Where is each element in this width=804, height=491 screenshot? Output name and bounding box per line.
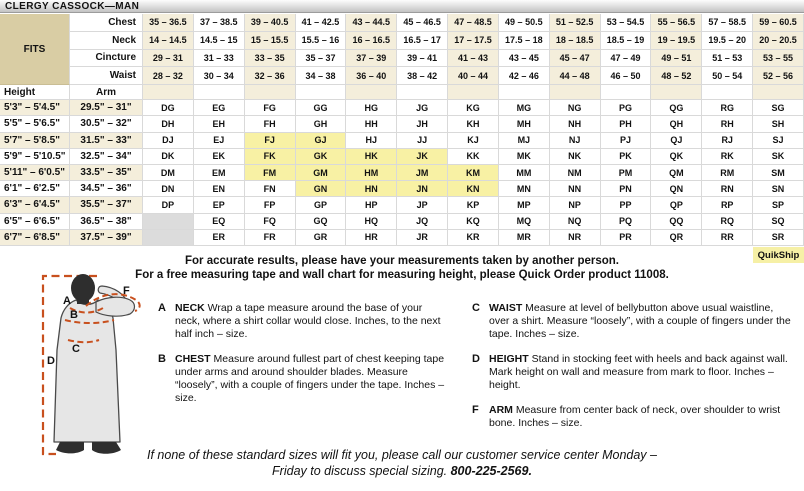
- size-code-cell: KN: [448, 181, 499, 197]
- size-code-cell: EH: [194, 116, 245, 132]
- size-code-cell: JN: [397, 181, 448, 197]
- fits-value-cell: 45 – 47: [550, 50, 601, 68]
- size-code-cell: JM: [397, 165, 448, 181]
- fits-row-label: Chest: [70, 14, 143, 32]
- arm-range-cell: 34.5" – 36": [70, 181, 143, 197]
- size-code-cell: GP: [296, 197, 347, 213]
- instruction-term: HEIGHT: [489, 353, 532, 365]
- size-code-cell: QM: [651, 165, 702, 181]
- size-code-cell: NP: [550, 197, 601, 213]
- size-code-cell: QH: [651, 116, 702, 132]
- fits-value-cell: 47 – 48.5: [448, 14, 499, 32]
- instruction-letter: F: [472, 404, 479, 416]
- instruction-term: CHEST: [175, 353, 214, 365]
- fits-value-cell: 47 – 49: [601, 50, 652, 68]
- size-code-cell: MR: [499, 230, 550, 246]
- instruction-term: ARM: [489, 404, 516, 416]
- chart-title: CLERGY CASSOCK—MAN: [0, 0, 804, 13]
- size-code-cell: SG: [753, 100, 804, 116]
- size-code-cell: QN: [651, 181, 702, 197]
- size-code-cell: MG: [499, 100, 550, 116]
- height-range-cell: 5'5" – 5'6.5": [0, 116, 70, 132]
- size-code-cell: QQ: [651, 214, 702, 230]
- header-spacer-cell: [651, 85, 702, 100]
- size-code-cell: DM: [143, 165, 194, 181]
- figure-label-a: A: [63, 295, 71, 307]
- instruction-term: NECK: [175, 302, 208, 314]
- size-code-cell: NG: [550, 100, 601, 116]
- size-code-cell: PG: [601, 100, 652, 116]
- fits-value-cell: 42 – 46: [499, 67, 550, 85]
- arm-range-cell: 29.5" – 31": [70, 100, 143, 116]
- size-code-cell: NK: [550, 149, 601, 165]
- fits-row-label: Neck: [70, 32, 143, 50]
- fits-value-cell: 20 – 20.5: [753, 32, 804, 50]
- size-code-cell: RG: [702, 100, 753, 116]
- size-code-cell: SN: [753, 181, 804, 197]
- size-code-cell: GG: [296, 100, 347, 116]
- header-spacer-cell: [346, 85, 397, 100]
- fits-value-cell: 19.5 – 20: [702, 32, 753, 50]
- fits-value-cell: 39 – 41: [397, 50, 448, 68]
- size-code-cell: GM: [296, 165, 347, 181]
- instruction-letter: C: [472, 302, 480, 314]
- size-code-cell: HM: [346, 165, 397, 181]
- header-spacer-cell: [753, 85, 804, 100]
- size-code-cell: MN: [499, 181, 550, 197]
- fits-value-cell: 15 – 15.5: [245, 32, 296, 50]
- size-code-cell: SP: [753, 197, 804, 213]
- fits-value-cell: 17 – 17.5: [448, 32, 499, 50]
- size-code-cell: SH: [753, 116, 804, 132]
- size-code-cell: NJ: [550, 133, 601, 149]
- figure-label-c: C: [72, 343, 80, 355]
- fits-value-cell: 57 – 58.5: [702, 14, 753, 32]
- size-code-cell: RN: [702, 181, 753, 197]
- size-code-cell: EN: [194, 181, 245, 197]
- size-code-cell: DH: [143, 116, 194, 132]
- header-spacer-cell: [194, 85, 245, 100]
- instruction-letter: D: [472, 353, 480, 365]
- fits-value-cell: 30 – 34: [194, 67, 245, 85]
- size-code-cell: NR: [550, 230, 601, 246]
- height-range-cell: 5'9" – 5'10.5": [0, 149, 70, 165]
- fits-value-cell: 49 – 50.5: [499, 14, 550, 32]
- instruction-column-left: [158, 302, 450, 430]
- size-code-cell: FJ: [245, 133, 296, 149]
- instruction-body: Measure around fullest part of chest keeping tape under arms and around shoulder blades. Measure “loosely”, with a couple of fingers under the tape. Inches – size.: [175, 353, 445, 404]
- header-spacer-cell: [550, 85, 601, 100]
- instruction-item-a: [158, 302, 450, 341]
- size-code-cell: MH: [499, 116, 550, 132]
- size-code-cell: MQ: [499, 214, 550, 230]
- cassock-body: [54, 300, 120, 442]
- size-code-cell: PQ: [601, 214, 652, 230]
- size-code-cell: PK: [601, 149, 652, 165]
- size-code-cell: MK: [499, 149, 550, 165]
- figure-neck: [77, 296, 89, 304]
- size-code-cell: JG: [397, 100, 448, 116]
- empty-size-cell: [143, 230, 194, 246]
- fits-value-cell: 41 – 42.5: [296, 14, 347, 32]
- fits-value-cell: 59 – 60.5: [753, 14, 804, 32]
- size-code-cell: KR: [448, 230, 499, 246]
- fits-value-cell: 46 – 50: [601, 67, 652, 85]
- header-spacer-cell: [245, 85, 296, 100]
- height-range-cell: 5'11" – 6'0.5": [0, 165, 70, 181]
- header-spacer-cell: [601, 85, 652, 100]
- instruction-term: WAIST: [489, 302, 526, 314]
- size-code-cell: RK: [702, 149, 753, 165]
- size-code-cell: NQ: [550, 214, 601, 230]
- size-code-cell: EK: [194, 149, 245, 165]
- size-code-cell: EJ: [194, 133, 245, 149]
- fits-value-cell: 37 – 38.5: [194, 14, 245, 32]
- size-code-cell: RJ: [702, 133, 753, 149]
- size-code-cell: JR: [397, 230, 448, 246]
- size-code-cell: JQ: [397, 214, 448, 230]
- fits-value-cell: 50 – 54: [702, 67, 753, 85]
- instruction-column-right: [472, 302, 794, 430]
- size-code-cell: NN: [550, 181, 601, 197]
- arm-range-cell: 30.5" – 32": [70, 116, 143, 132]
- size-code-cell: PH: [601, 116, 652, 132]
- size-code-cell: QR: [651, 230, 702, 246]
- customer-service-phone: 800-225-2569.: [450, 464, 532, 478]
- size-code-cell: HN: [346, 181, 397, 197]
- size-code-cell: HQ: [346, 214, 397, 230]
- size-code-cell: HP: [346, 197, 397, 213]
- size-code-cell: KG: [448, 100, 499, 116]
- size-code-cell: GN: [296, 181, 347, 197]
- instruction-text: [489, 302, 794, 341]
- fits-value-cell: 48 – 52: [651, 67, 702, 85]
- fits-value-cell: 44 – 48: [550, 67, 601, 85]
- size-code-cell: KM: [448, 165, 499, 181]
- size-code-cell: PJ: [601, 133, 652, 149]
- header-spacer-cell: [143, 85, 194, 100]
- fits-value-cell: 34 – 38: [296, 67, 347, 85]
- instruction-text: [175, 302, 450, 341]
- size-code-cell: DN: [143, 181, 194, 197]
- instruction-item-b: [158, 353, 450, 405]
- size-code-cell: RQ: [702, 214, 753, 230]
- instruction-body: Measure from center back of neck, over shoulder to wrist bone. Inches – size.: [489, 404, 781, 429]
- size-code-cell: RM: [702, 165, 753, 181]
- note-line-1: For accurate results, please have your measurements taken by another person.: [185, 255, 619, 267]
- size-code-cell: JH: [397, 116, 448, 132]
- figure-label-f: F: [123, 285, 130, 297]
- arm-range-cell: 35.5" – 37": [70, 197, 143, 213]
- size-code-cell: KJ: [448, 133, 499, 149]
- size-code-cell: GJ: [296, 133, 347, 149]
- empty-size-cell: [143, 214, 194, 230]
- header-spacer-cell: [702, 85, 753, 100]
- size-code-cell: EQ: [194, 214, 245, 230]
- height-range-cell: 5'3" – 5'4.5": [0, 100, 70, 116]
- size-code-cell: DJ: [143, 133, 194, 149]
- fits-label-cell: FITS: [0, 14, 70, 85]
- size-table: [0, 14, 804, 246]
- instruction-letter: A: [158, 302, 166, 314]
- fits-value-cell: 15.5 – 16: [296, 32, 347, 50]
- size-code-cell: PP: [601, 197, 652, 213]
- size-code-cell: NH: [550, 116, 601, 132]
- instruction-item-f: [472, 404, 794, 430]
- size-code-cell: JJ: [397, 133, 448, 149]
- height-range-cell: 6'1" – 6'2.5": [0, 181, 70, 197]
- instruction-body: Measure at level of bellybutton above usual waistline, over a shirt. Measure “loosely”, with a couple of fingers under the tape. Inches – size.: [489, 302, 791, 340]
- instruction-text: [489, 404, 794, 430]
- size-code-cell: MM: [499, 165, 550, 181]
- fits-value-cell: 40 – 44: [448, 67, 499, 85]
- special-sizing-sentence: If none of these standard sizes will fit you, please call our customer service center Monday – Friday to discuss special sizing.: [147, 448, 657, 478]
- fits-value-cell: 37 – 39: [346, 50, 397, 68]
- size-code-cell: GR: [296, 230, 347, 246]
- fits-value-cell: 52 – 56: [753, 67, 804, 85]
- fits-value-cell: 18 – 18.5: [550, 32, 601, 50]
- size-code-cell: RR: [702, 230, 753, 246]
- size-code-cell: PN: [601, 181, 652, 197]
- size-code-cell: JP: [397, 197, 448, 213]
- size-code-cell: GH: [296, 116, 347, 132]
- size-code-cell: FM: [245, 165, 296, 181]
- arm-range-cell: 31.5" – 33": [70, 133, 143, 149]
- height-range-cell: 6'7" – 6'8.5": [0, 230, 70, 246]
- size-code-cell: QG: [651, 100, 702, 116]
- fits-value-cell: 19 – 19.5: [651, 32, 702, 50]
- size-code-cell: GQ: [296, 214, 347, 230]
- arm-range-cell: 32.5" – 34": [70, 149, 143, 165]
- size-code-cell: KQ: [448, 214, 499, 230]
- fits-value-cell: 55 – 56.5: [651, 14, 702, 32]
- fits-value-cell: 16.5 – 17: [397, 32, 448, 50]
- fits-value-cell: 39 – 40.5: [245, 14, 296, 32]
- fits-row-label: Cincture: [70, 50, 143, 68]
- fits-value-cell: 53 – 55: [753, 50, 804, 68]
- height-range-cell: 6'5" – 6'6.5": [0, 214, 70, 230]
- size-code-cell: KK: [448, 149, 499, 165]
- figure-upper-arm: [96, 297, 135, 316]
- instruction-letter: B: [158, 353, 166, 365]
- size-code-cell: HH: [346, 116, 397, 132]
- size-code-cell: SQ: [753, 214, 804, 230]
- fits-value-cell: 33 – 35: [245, 50, 296, 68]
- fits-value-cell: 49 – 51: [651, 50, 702, 68]
- fits-value-cell: 29 – 31: [143, 50, 194, 68]
- fits-value-cell: 45 – 46.5: [397, 14, 448, 32]
- size-code-cell: HR: [346, 230, 397, 246]
- header-spacer-cell: [448, 85, 499, 100]
- size-code-cell: EM: [194, 165, 245, 181]
- size-code-cell: QP: [651, 197, 702, 213]
- fits-value-cell: 16 – 16.5: [346, 32, 397, 50]
- size-code-cell: FH: [245, 116, 296, 132]
- size-code-cell: HG: [346, 100, 397, 116]
- fits-value-cell: 35 – 36.5: [143, 14, 194, 32]
- size-code-cell: MJ: [499, 133, 550, 149]
- size-code-cell: QK: [651, 149, 702, 165]
- size-code-cell: HK: [346, 149, 397, 165]
- arm-header-cell: Arm: [70, 85, 143, 100]
- header-spacer-cell: [499, 85, 550, 100]
- arm-range-cell: 36.5" – 38": [70, 214, 143, 230]
- size-code-cell: DK: [143, 149, 194, 165]
- fits-value-cell: 28 – 32: [143, 67, 194, 85]
- size-code-cell: EG: [194, 100, 245, 116]
- instruction-item-d: [472, 353, 794, 392]
- instruction-body: Stand in stocking feet with heels and back against wall. Mark height on wall and measure from mark to floor. Inches – height.: [489, 353, 788, 391]
- fits-row-label: Waist: [70, 67, 143, 85]
- size-code-cell: HJ: [346, 133, 397, 149]
- size-code-cell: PM: [601, 165, 652, 181]
- height-range-cell: 6'3" – 6'4.5": [0, 197, 70, 213]
- size-code-cell: NM: [550, 165, 601, 181]
- special-sizing-text: [142, 447, 662, 479]
- size-code-cell: FN: [245, 181, 296, 197]
- size-code-cell: FK: [245, 149, 296, 165]
- fits-value-cell: 18.5 – 19: [601, 32, 652, 50]
- fits-value-cell: 35 – 37: [296, 50, 347, 68]
- size-code-cell: SR: [753, 230, 804, 246]
- figure-label-d: D: [47, 355, 55, 367]
- header-spacer-cell: [296, 85, 347, 100]
- size-code-cell: DP: [143, 197, 194, 213]
- size-code-cell: DG: [143, 100, 194, 116]
- fits-value-cell: 38 – 42: [397, 67, 448, 85]
- cassock-measurement-illustration: [30, 268, 148, 468]
- height-header-cell: Height: [0, 85, 70, 100]
- arm-range-cell: 37.5" – 39": [70, 230, 143, 246]
- size-code-cell: GK: [296, 149, 347, 165]
- size-code-cell: KP: [448, 197, 499, 213]
- size-code-cell: RH: [702, 116, 753, 132]
- size-code-cell: SM: [753, 165, 804, 181]
- size-code-cell: MP: [499, 197, 550, 213]
- note-line-2: For a free measuring tape and wall chart for measuring height, please Quick Order product 11008.: [135, 269, 669, 281]
- size-code-cell: SJ: [753, 133, 804, 149]
- fits-value-cell: 43 – 45: [499, 50, 550, 68]
- fits-value-cell: 32 – 36: [245, 67, 296, 85]
- height-range-cell: 5'7" – 5'8.5": [0, 133, 70, 149]
- fits-value-cell: 41 – 43: [448, 50, 499, 68]
- size-code-cell: FP: [245, 197, 296, 213]
- size-code-cell: FG: [245, 100, 296, 116]
- size-code-cell: ER: [194, 230, 245, 246]
- fits-value-cell: 36 – 40: [346, 67, 397, 85]
- fits-value-cell: 53 – 54.5: [601, 14, 652, 32]
- fits-value-cell: 14.5 – 15: [194, 32, 245, 50]
- header-spacer-cell: [397, 85, 448, 100]
- size-code-cell: RP: [702, 197, 753, 213]
- size-code-cell: EP: [194, 197, 245, 213]
- figure-label-b: B: [70, 309, 78, 321]
- size-code-cell: JK: [397, 149, 448, 165]
- size-code-cell: PR: [601, 230, 652, 246]
- special-sizing-footer: [0, 447, 804, 479]
- instruction-text: [489, 353, 794, 392]
- size-code-cell: QJ: [651, 133, 702, 149]
- arm-range-cell: 33.5" – 35": [70, 165, 143, 181]
- instruction-text: [175, 353, 450, 405]
- fits-value-cell: 14 – 14.5: [143, 32, 194, 50]
- instruction-body: Wrap a tape measure around the base of your neck, where a shirt collar would close. Inches, to the next half inch – size.: [175, 302, 441, 340]
- fits-value-cell: 51 – 53: [702, 50, 753, 68]
- size-code-cell: SK: [753, 149, 804, 165]
- size-code-cell: FQ: [245, 214, 296, 230]
- instruction-item-c: [472, 302, 794, 341]
- quikship-badge: QuikShip: [753, 247, 804, 263]
- instruction-columns: [158, 302, 794, 430]
- fits-value-cell: 31 – 33: [194, 50, 245, 68]
- fits-value-cell: 17.5 – 18: [499, 32, 550, 50]
- size-code-cell: FR: [245, 230, 296, 246]
- size-code-cell: KH: [448, 116, 499, 132]
- fits-value-cell: 51 – 52.5: [550, 14, 601, 32]
- fits-value-cell: 43 – 44.5: [346, 14, 397, 32]
